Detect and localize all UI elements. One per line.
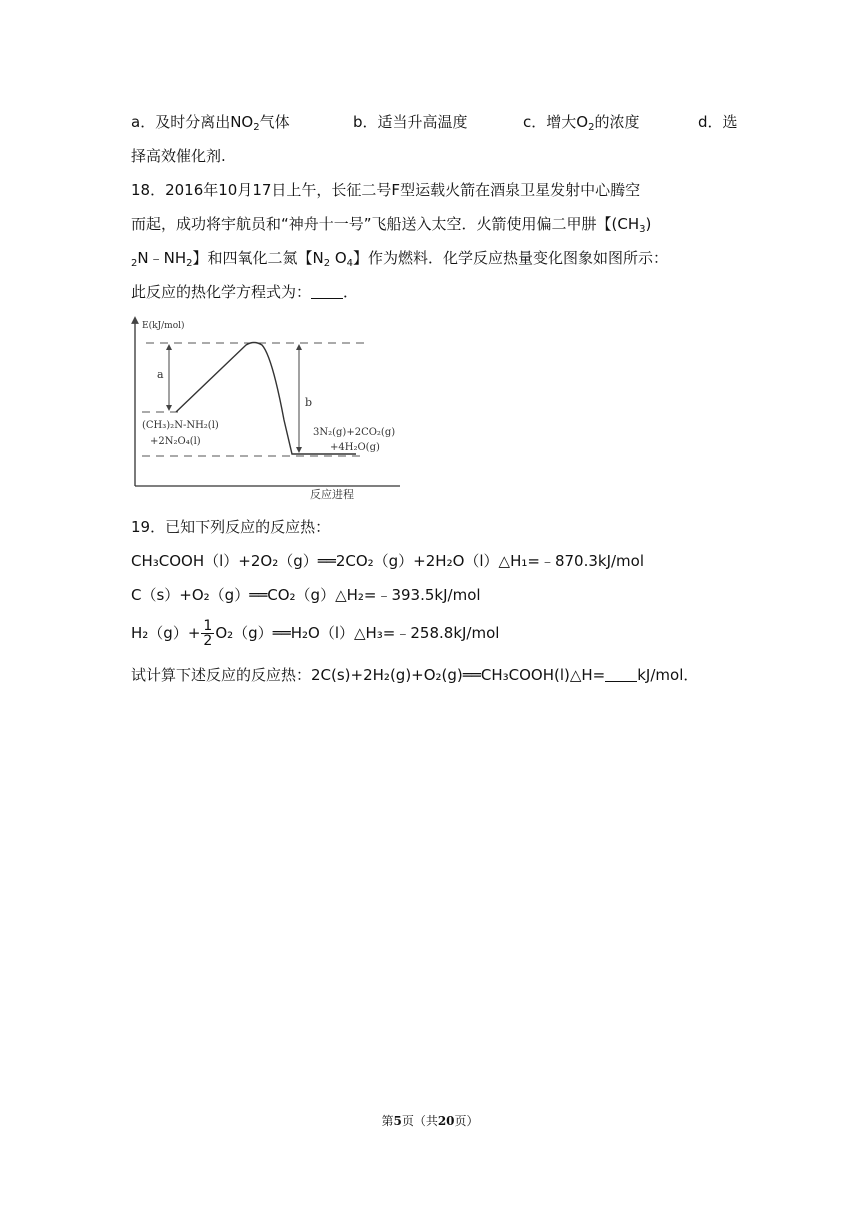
q19-equation-3: H₂（g）+ $\frac{1}{2}$ O₂（g）══H₂O（l）△H₃=﹣258.8kJ/mol: [131, 618, 500, 649]
page-footer: 第5页（共20页）: [381, 1114, 479, 1128]
q18-line-1: 18．2016年10月17日上午，长征二号F型运载火箭在酒泉卫星发射中心腾空: [131, 181, 641, 199]
option-d-continued: 择高效催化剂.: [131, 147, 226, 165]
q19-question: 试计算下述反应的反应热：2C(s)+2H₂(g)+O₂(g)══CH₃COOH(l)△H= kJ/mol．: [131, 666, 699, 684]
x-axis-label: 反应进程: [310, 488, 354, 501]
option-d: d．选: [698, 113, 738, 131]
q19-equation-1: CH₃COOH（l）+2O₂（g）══2CO₂（g）+2H₂O（l）△H₁=﹣870.3kJ/mol: [131, 552, 645, 570]
q18-line-2: 而起，成功将宇航员和“神舟十一号”飞船送入太空．火箭使用偏二甲肼【$(CH_3)$: [131, 215, 652, 235]
option-b: b．适当升高温度: [353, 113, 468, 131]
reactant-label-2: +2N₂O₄(l): [150, 436, 201, 447]
option-a: a．及时分离出$NO_2$气体: [131, 113, 290, 133]
q18-line-3: $_2N﹣NH_2$】和四氧化二氮【$N_2$ $O_4$】作为燃料．化学反应热量变化图象如图所示：: [131, 249, 669, 269]
label-b: b: [305, 396, 313, 409]
y-axis-label: E(kJ/mol): [142, 321, 185, 331]
label-a: a: [157, 368, 164, 381]
energy-diagram: [128, 314, 410, 504]
answer-blank: [311, 284, 343, 299]
q19-equation-2: C（s）+O₂（g）══CO₂（g）△H₂=﹣393.5kJ/mol: [131, 586, 481, 604]
fraction-half: $\frac{1}{2}$: [203, 618, 213, 649]
q17-options: [131, 112, 738, 132]
answer-blank-2: [605, 667, 637, 682]
q18-line-4: 此反应的热化学方程式为： ．: [131, 283, 359, 301]
product-label-1: 3N₂(g)+2CO₂(g): [313, 427, 396, 438]
q19-title: 19．已知下列反应的反应热：: [131, 518, 331, 536]
reactant-label-1: (CH₃)₂N-NH₂(l): [142, 420, 219, 431]
option-c: c．增大$O_2$的浓度: [523, 113, 640, 133]
product-label-2: +4H₂O(g): [330, 442, 380, 453]
